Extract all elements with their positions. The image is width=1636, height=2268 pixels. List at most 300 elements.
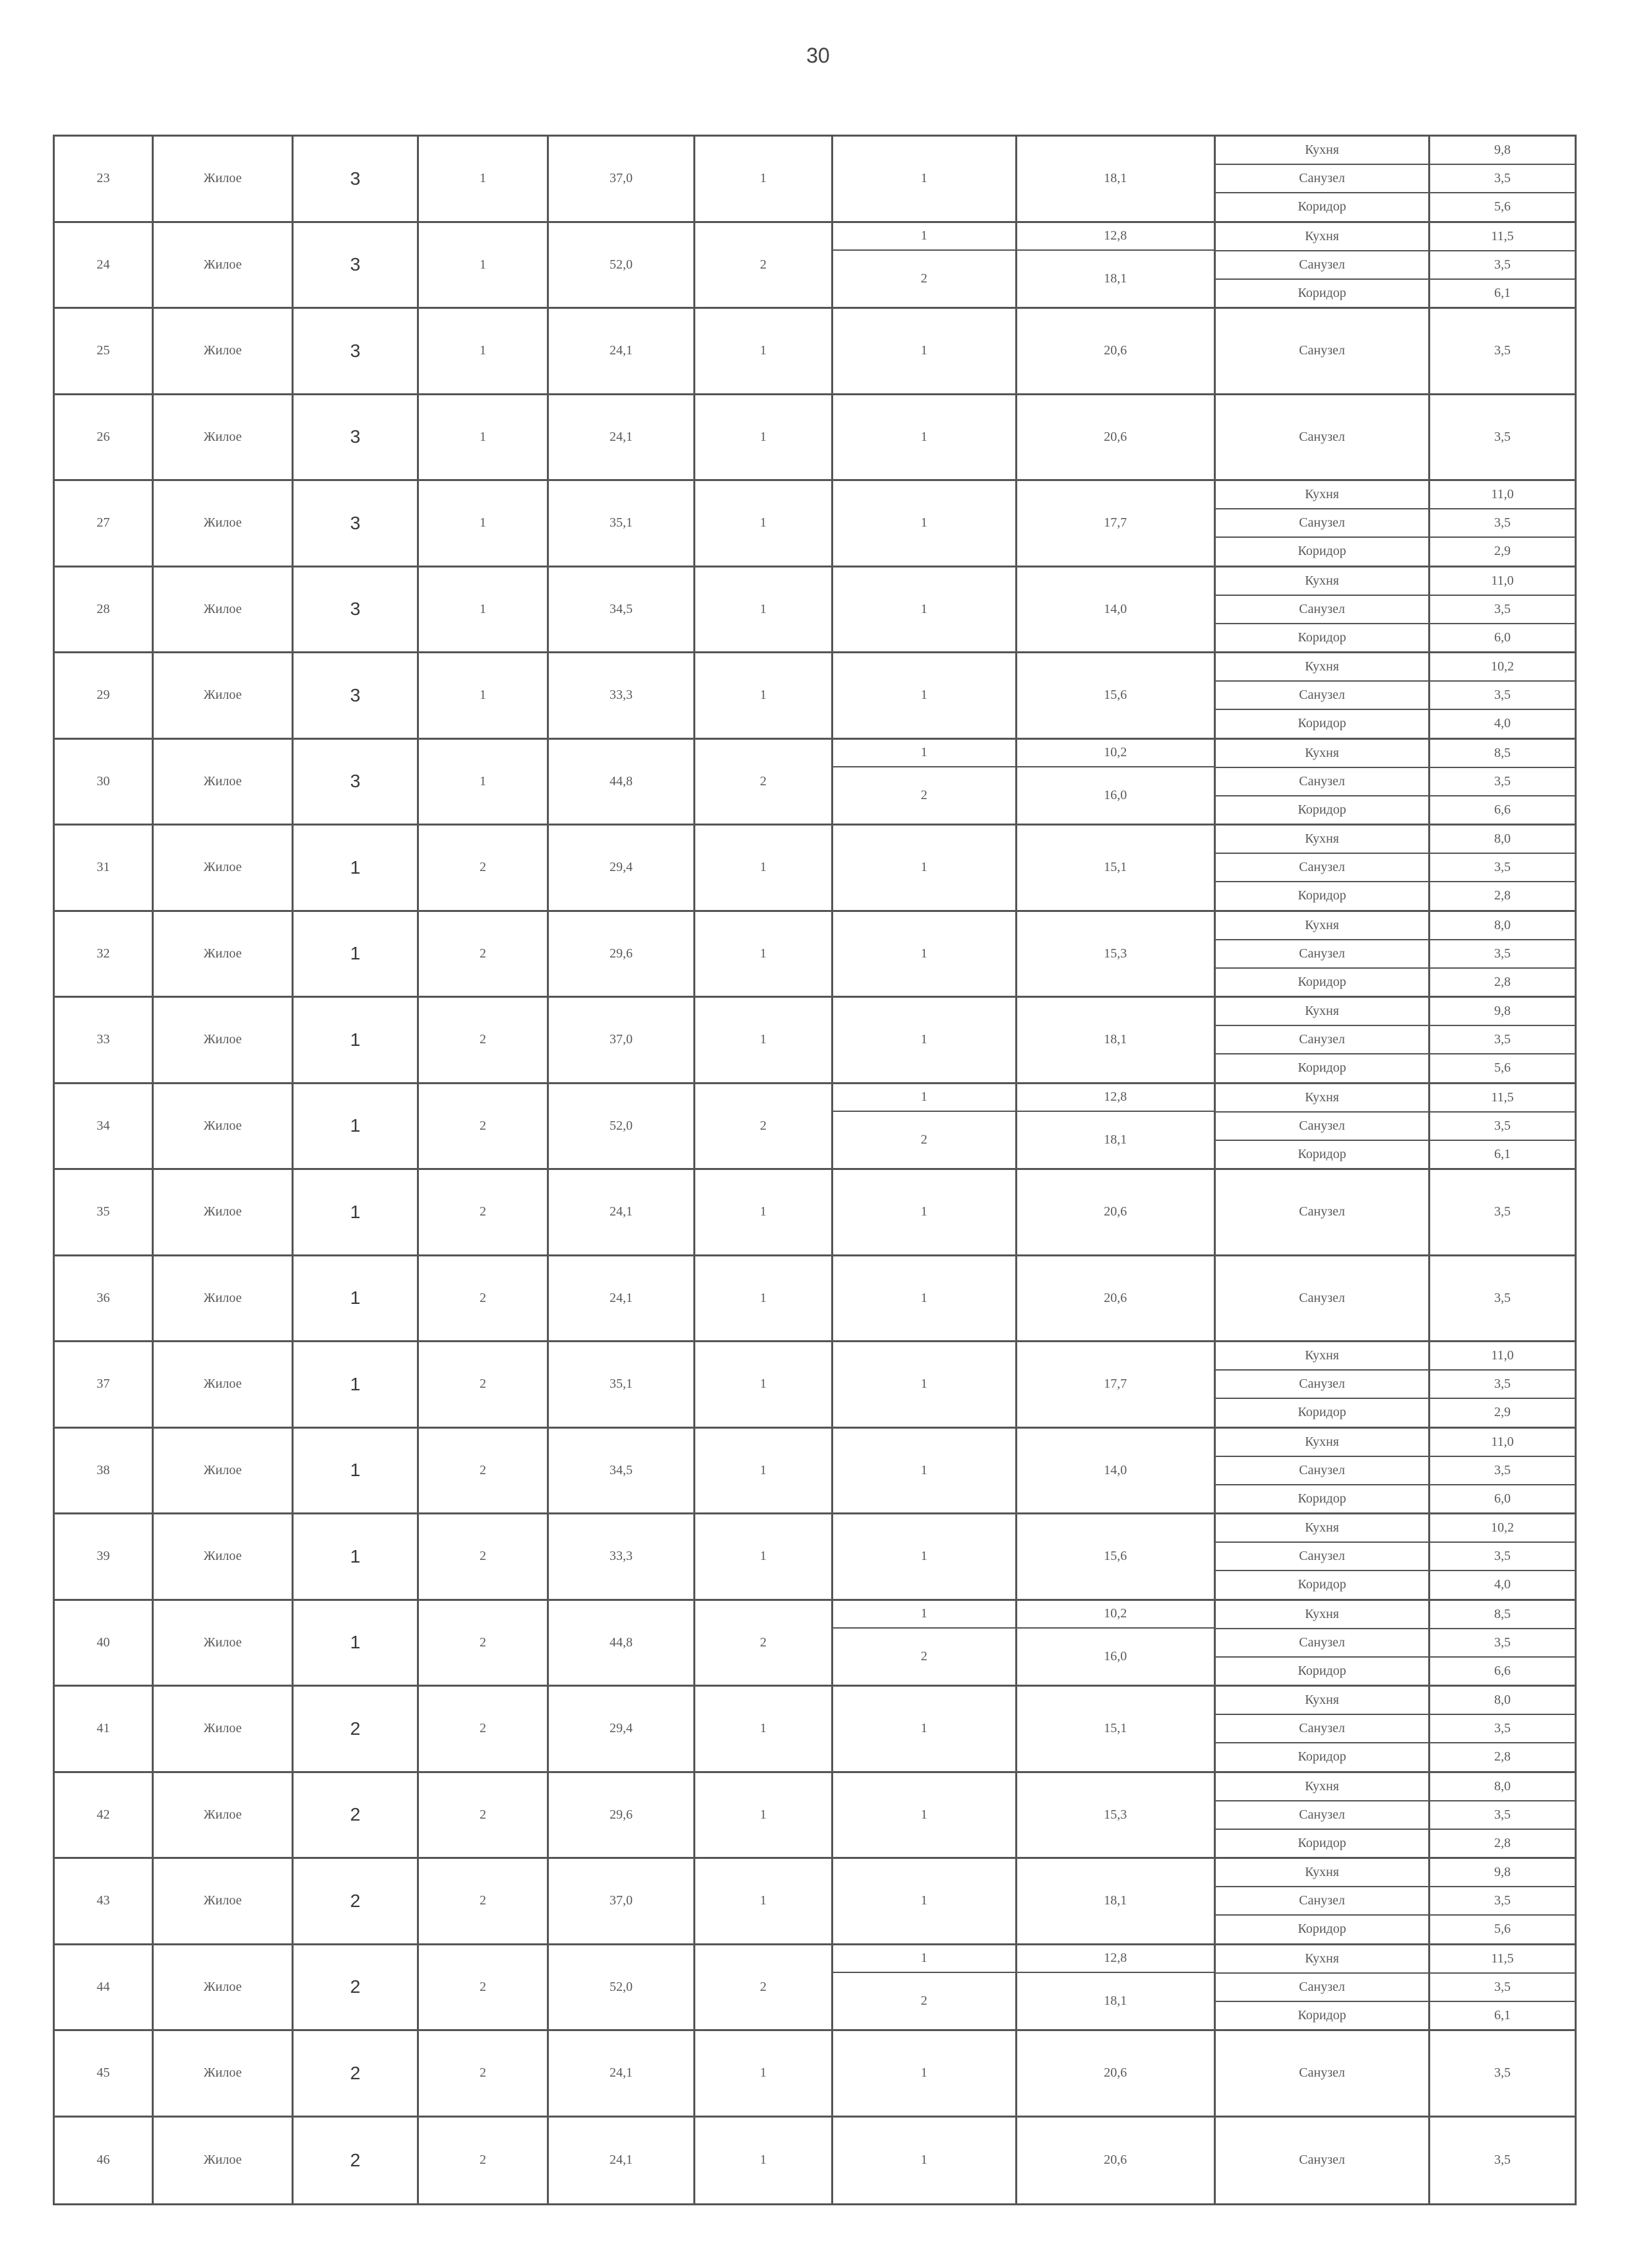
auxiliary-room-line bbox=[1216, 1054, 1575, 1082]
auxiliary-room-line bbox=[1216, 1457, 1575, 1485]
auxiliary-room-name: Санузел bbox=[1216, 854, 1430, 881]
living-room-line bbox=[833, 653, 1214, 738]
entrance-number: 2 bbox=[419, 1256, 549, 1341]
rooms-detail bbox=[833, 1256, 1575, 1341]
auxiliary-room-name: Коридор bbox=[1216, 1916, 1430, 1943]
auxiliary-room-area: 8,5 bbox=[1494, 745, 1511, 760]
room-count: 2 bbox=[695, 223, 833, 308]
living-rooms bbox=[833, 1687, 1216, 1771]
living-room-line bbox=[833, 395, 1214, 480]
apartment-type: Жилое bbox=[154, 1084, 294, 1169]
total-area: 24,1 bbox=[549, 1256, 695, 1341]
room-area: 15,6 bbox=[1104, 688, 1127, 703]
floor-number: 2 bbox=[294, 2118, 419, 2204]
apartment-number: 28 bbox=[55, 567, 154, 652]
room-number: 1 bbox=[833, 1859, 1017, 1943]
auxiliary-room-name: Санузел bbox=[1216, 395, 1430, 480]
auxiliary-room-line bbox=[1216, 1715, 1575, 1743]
auxiliary-room-name: Кухня bbox=[1216, 1859, 1430, 1886]
auxiliary-room-name: Кухня bbox=[1216, 998, 1430, 1025]
auxiliary-room-name: Санузел bbox=[1216, 1026, 1430, 1053]
apartment-type: Жилое bbox=[154, 912, 294, 996]
auxiliary-room-area: 3,5 bbox=[1494, 1979, 1511, 1994]
floor-number: 1 bbox=[294, 1429, 419, 1513]
living-rooms bbox=[833, 223, 1216, 308]
auxiliary-room-name: Кухня bbox=[1216, 1687, 1430, 1714]
auxiliary-room-area: 3,5 bbox=[1494, 429, 1511, 444]
apartment-number: 26 bbox=[55, 395, 154, 480]
auxiliary-room-area: 11,0 bbox=[1491, 487, 1514, 502]
auxiliary-room-line bbox=[1216, 2031, 1575, 2116]
room-area: 18,1 bbox=[1104, 1993, 1127, 2008]
apartment-type: Жилое bbox=[154, 1859, 294, 1943]
room-area: 20,6 bbox=[1104, 1204, 1127, 1219]
auxiliary-rooms bbox=[1216, 137, 1575, 221]
auxiliary-room-area: 8,0 bbox=[1494, 1778, 1511, 1794]
auxiliary-room-area: 3,5 bbox=[1494, 171, 1511, 186]
room-number: 1 bbox=[833, 826, 1017, 910]
living-room-line bbox=[833, 1170, 1214, 1254]
auxiliary-room-name: Санузел bbox=[1216, 1801, 1430, 1829]
auxiliary-rooms bbox=[1216, 1084, 1575, 1169]
room-area: 12,8 bbox=[1104, 1951, 1127, 1966]
total-area: 34,5 bbox=[549, 1429, 695, 1513]
auxiliary-room-area: 8,5 bbox=[1494, 1606, 1511, 1621]
table-row bbox=[55, 395, 1575, 482]
auxiliary-room-line bbox=[1216, 998, 1575, 1026]
room-area: 15,3 bbox=[1104, 946, 1127, 961]
table-row bbox=[55, 1256, 1575, 1343]
auxiliary-room-line bbox=[1216, 1974, 1575, 2002]
room-number: 2 bbox=[833, 1629, 1017, 1685]
auxiliary-room-line bbox=[1216, 509, 1575, 538]
living-rooms bbox=[833, 1859, 1216, 1943]
auxiliary-room-line bbox=[1216, 2002, 1575, 2029]
auxiliary-room-line bbox=[1216, 567, 1575, 596]
rooms-detail bbox=[833, 2118, 1575, 2204]
auxiliary-room-name: Санузел bbox=[1216, 1371, 1430, 1398]
floor-number: 1 bbox=[294, 826, 419, 910]
auxiliary-room-line bbox=[1216, 1256, 1575, 1341]
auxiliary-room-line bbox=[1216, 596, 1575, 624]
auxiliary-room-area: 3,5 bbox=[1494, 2065, 1511, 2081]
apartment-number: 37 bbox=[55, 1342, 154, 1427]
auxiliary-room-area: 11,5 bbox=[1491, 1951, 1514, 1966]
table-row bbox=[55, 1084, 1575, 1171]
floor-number: 1 bbox=[294, 1170, 419, 1254]
entrance-number: 1 bbox=[419, 653, 549, 738]
rooms-detail bbox=[833, 740, 1575, 824]
auxiliary-room-line bbox=[1216, 1485, 1575, 1512]
auxiliary-room-area: 3,5 bbox=[1494, 257, 1511, 272]
entrance-number: 2 bbox=[419, 998, 549, 1082]
living-room-line bbox=[833, 1629, 1214, 1685]
auxiliary-room-line bbox=[1216, 223, 1575, 251]
table-row bbox=[55, 1773, 1575, 1860]
total-area: 24,1 bbox=[549, 1170, 695, 1254]
living-rooms bbox=[833, 912, 1216, 996]
room-area: 18,1 bbox=[1104, 1893, 1127, 1908]
auxiliary-room-area: 11,0 bbox=[1491, 1348, 1514, 1363]
entrance-number: 1 bbox=[419, 740, 549, 824]
total-area: 29,6 bbox=[549, 1773, 695, 1858]
room-count: 1 bbox=[695, 395, 833, 480]
rooms-detail bbox=[833, 826, 1575, 910]
apartment-type: Жилое bbox=[154, 1945, 294, 2030]
room-area: 18,1 bbox=[1104, 171, 1127, 186]
room-number: 1 bbox=[833, 1429, 1017, 1513]
auxiliary-room-line bbox=[1216, 1629, 1575, 1658]
auxiliary-room-name: Кухня bbox=[1216, 481, 1430, 508]
rooms-detail bbox=[833, 1859, 1575, 1943]
auxiliary-room-area: 3,5 bbox=[1494, 343, 1511, 358]
auxiliary-room-line bbox=[1216, 969, 1575, 996]
auxiliary-room-line bbox=[1216, 1916, 1575, 1943]
auxiliary-room-area: 6,0 bbox=[1494, 1491, 1511, 1506]
auxiliary-room-line bbox=[1216, 796, 1575, 824]
entrance-number: 2 bbox=[419, 1687, 549, 1771]
apartment-type: Жилое bbox=[154, 1342, 294, 1427]
auxiliary-room-area: 3,5 bbox=[1494, 1549, 1511, 1564]
apartment-type: Жилое bbox=[154, 567, 294, 652]
room-count: 1 bbox=[695, 1859, 833, 1943]
total-area: 33,3 bbox=[549, 653, 695, 738]
living-rooms bbox=[833, 1773, 1216, 1858]
apartment-number: 39 bbox=[55, 1514, 154, 1599]
room-area: 20,6 bbox=[1104, 1290, 1127, 1305]
room-area: 17,7 bbox=[1104, 1377, 1127, 1392]
entrance-number: 2 bbox=[419, 1859, 549, 1943]
total-area: 29,4 bbox=[549, 826, 695, 910]
room-number: 1 bbox=[833, 912, 1017, 996]
room-number: 1 bbox=[833, 1084, 1017, 1111]
auxiliary-room-area: 8,0 bbox=[1494, 831, 1511, 847]
room-count: 1 bbox=[695, 826, 833, 910]
auxiliary-room-name: Кухня bbox=[1216, 1601, 1430, 1628]
apartment-type: Жилое bbox=[154, 1601, 294, 1685]
entrance-number: 2 bbox=[419, 1514, 549, 1599]
living-room-line bbox=[833, 1256, 1214, 1341]
auxiliary-room-name: Кухня bbox=[1216, 137, 1430, 164]
auxiliary-room-area: 5,6 bbox=[1494, 199, 1511, 214]
auxiliary-rooms bbox=[1216, 1859, 1575, 1943]
auxiliary-room-line bbox=[1216, 1743, 1575, 1770]
auxiliary-room-name: Санузел bbox=[1216, 2031, 1430, 2116]
rooms-detail bbox=[833, 1687, 1575, 1771]
auxiliary-room-area: 6,1 bbox=[1494, 1146, 1511, 1161]
auxiliary-room-line bbox=[1216, 1514, 1575, 1543]
room-number: 2 bbox=[833, 251, 1017, 307]
apartment-type: Жилое bbox=[154, 309, 294, 393]
auxiliary-room-line bbox=[1216, 1342, 1575, 1371]
apartment-type: Жилое bbox=[154, 481, 294, 566]
auxiliary-room-name: Санузел bbox=[1216, 1543, 1430, 1570]
auxiliary-room-line bbox=[1216, 624, 1575, 651]
living-rooms bbox=[833, 826, 1216, 910]
rooms-detail bbox=[833, 1945, 1575, 2030]
room-number: 1 bbox=[833, 998, 1017, 1082]
living-rooms bbox=[833, 1084, 1216, 1169]
table-row bbox=[55, 826, 1575, 912]
auxiliary-room-name: Санузел bbox=[1216, 1715, 1430, 1742]
auxiliary-room-line bbox=[1216, 1543, 1575, 1571]
apartment-number: 41 bbox=[55, 1687, 154, 1771]
total-area: 29,6 bbox=[549, 912, 695, 996]
living-rooms bbox=[833, 1342, 1216, 1427]
living-room-line bbox=[833, 1514, 1214, 1599]
room-area: 16,0 bbox=[1104, 787, 1127, 802]
auxiliary-room-name: Кухня bbox=[1216, 1429, 1430, 1456]
room-area: 14,0 bbox=[1104, 1462, 1127, 1477]
auxiliary-room-name: Коридор bbox=[1216, 969, 1430, 996]
auxiliary-room-area: 3,5 bbox=[1494, 946, 1511, 961]
apartment-number: 40 bbox=[55, 1601, 154, 1685]
floor-number: 1 bbox=[294, 1601, 419, 1685]
floor-number: 1 bbox=[294, 1084, 419, 1169]
living-room-line bbox=[833, 826, 1214, 910]
auxiliary-rooms bbox=[1216, 740, 1575, 824]
room-area: 12,8 bbox=[1104, 228, 1127, 243]
room-count: 1 bbox=[695, 998, 833, 1082]
living-room-line bbox=[833, 767, 1214, 824]
room-area: 17,7 bbox=[1104, 515, 1127, 531]
room-count: 1 bbox=[695, 309, 833, 393]
room-area: 18,1 bbox=[1104, 271, 1127, 286]
room-number: 1 bbox=[833, 567, 1017, 652]
auxiliary-room-area: 3,5 bbox=[1494, 1807, 1511, 1822]
room-number: 1 bbox=[833, 395, 1017, 480]
auxiliary-room-line bbox=[1216, 882, 1575, 909]
auxiliary-room-line bbox=[1216, 940, 1575, 969]
living-rooms bbox=[833, 481, 1216, 566]
room-count: 1 bbox=[695, 2118, 833, 2204]
auxiliary-room-name: Кухня bbox=[1216, 653, 1430, 680]
table-row bbox=[55, 740, 1575, 826]
auxiliary-room-line bbox=[1216, 1801, 1575, 1830]
floor-number: 2 bbox=[294, 1773, 419, 1858]
auxiliary-room-area: 6,1 bbox=[1494, 285, 1511, 300]
living-room-line bbox=[833, 1687, 1214, 1771]
floor-number: 3 bbox=[294, 481, 419, 566]
apartment-type: Жилое bbox=[154, 1429, 294, 1513]
living-room-line bbox=[833, 1973, 1214, 2029]
living-room-line bbox=[833, 567, 1214, 652]
room-count: 1 bbox=[695, 1429, 833, 1513]
living-rooms bbox=[833, 137, 1216, 221]
apartment-type: Жилое bbox=[154, 2118, 294, 2204]
auxiliary-room-line bbox=[1216, 854, 1575, 882]
auxiliary-rooms bbox=[1216, 2118, 1575, 2204]
auxiliary-room-line bbox=[1216, 309, 1575, 393]
living-room-line bbox=[833, 223, 1214, 251]
floor-number: 2 bbox=[294, 1687, 419, 1771]
auxiliary-room-name: Санузел bbox=[1216, 251, 1430, 278]
rooms-detail bbox=[833, 653, 1575, 738]
total-area: 24,1 bbox=[549, 2118, 695, 2204]
apartment-type: Жилое bbox=[154, 223, 294, 308]
room-count: 1 bbox=[695, 567, 833, 652]
auxiliary-room-line bbox=[1216, 280, 1575, 307]
auxiliary-room-line bbox=[1216, 653, 1575, 682]
apartment-type: Жилое bbox=[154, 137, 294, 221]
living-rooms bbox=[833, 2118, 1216, 2204]
auxiliary-room-area: 6,6 bbox=[1494, 802, 1511, 817]
room-number: 1 bbox=[833, 1945, 1017, 1972]
living-room-line bbox=[833, 481, 1214, 566]
entrance-number: 2 bbox=[419, 1945, 549, 2030]
living-rooms bbox=[833, 1601, 1216, 1685]
living-room-line bbox=[833, 1859, 1214, 1943]
room-area: 15,6 bbox=[1104, 1549, 1127, 1564]
room-number: 1 bbox=[833, 309, 1017, 393]
auxiliary-rooms bbox=[1216, 1773, 1575, 1858]
apartment-number: 27 bbox=[55, 481, 154, 566]
auxiliary-room-name: Коридор bbox=[1216, 1830, 1430, 1857]
auxiliary-room-name: Санузел bbox=[1216, 1974, 1430, 2001]
auxiliary-room-area: 5,6 bbox=[1494, 1922, 1511, 1937]
apartment-type: Жилое bbox=[154, 826, 294, 910]
entrance-number: 2 bbox=[419, 826, 549, 910]
auxiliary-room-area: 10,2 bbox=[1491, 1520, 1514, 1536]
entrance-number: 2 bbox=[419, 2118, 549, 2204]
auxiliary-room-name: Кухня bbox=[1216, 1773, 1430, 1800]
auxiliary-room-name: Кухня bbox=[1216, 223, 1430, 250]
auxiliary-room-name: Коридор bbox=[1216, 1054, 1430, 1082]
table-row bbox=[55, 2031, 1575, 2118]
auxiliary-room-line bbox=[1216, 1571, 1575, 1598]
room-count: 1 bbox=[695, 1342, 833, 1427]
room-area: 15,1 bbox=[1104, 860, 1127, 875]
floor-number: 2 bbox=[294, 1859, 419, 1943]
auxiliary-room-area: 3,5 bbox=[1494, 1635, 1511, 1650]
living-room-line bbox=[833, 998, 1214, 1082]
auxiliary-room-line bbox=[1216, 1371, 1575, 1399]
room-area: 18,1 bbox=[1104, 1132, 1127, 1147]
living-rooms bbox=[833, 2031, 1216, 2116]
auxiliary-room-area: 8,0 bbox=[1494, 1693, 1511, 1708]
entrance-number: 2 bbox=[419, 912, 549, 996]
auxiliary-rooms bbox=[1216, 309, 1575, 393]
entrance-number: 1 bbox=[419, 309, 549, 393]
table-row bbox=[55, 2118, 1575, 2204]
auxiliary-room-name: Санузел bbox=[1216, 1457, 1430, 1484]
auxiliary-rooms bbox=[1216, 653, 1575, 738]
room-area: 15,3 bbox=[1104, 1807, 1127, 1822]
auxiliary-room-area: 3,5 bbox=[1494, 2153, 1511, 2168]
auxiliary-room-name: Коридор bbox=[1216, 538, 1430, 565]
auxiliary-room-line bbox=[1216, 1429, 1575, 1457]
auxiliary-room-line bbox=[1216, 710, 1575, 737]
auxiliary-rooms bbox=[1216, 223, 1575, 308]
floor-number: 1 bbox=[294, 1514, 419, 1599]
table-row bbox=[55, 912, 1575, 998]
auxiliary-room-name: Коридор bbox=[1216, 1571, 1430, 1598]
living-room-line bbox=[833, 2031, 1214, 2116]
living-room-line bbox=[833, 740, 1214, 767]
room-area: 20,6 bbox=[1104, 2153, 1127, 2168]
total-area: 34,5 bbox=[549, 567, 695, 652]
floor-number: 3 bbox=[294, 309, 419, 393]
auxiliary-room-area: 3,5 bbox=[1494, 1118, 1511, 1133]
auxiliary-room-name: Кухня bbox=[1216, 1514, 1430, 1541]
room-number: 1 bbox=[833, 481, 1017, 566]
auxiliary-rooms bbox=[1216, 1429, 1575, 1513]
auxiliary-room-area: 9,8 bbox=[1494, 1865, 1511, 1880]
auxiliary-room-area: 2,8 bbox=[1494, 974, 1511, 989]
auxiliary-room-area: 2,8 bbox=[1494, 1835, 1511, 1850]
room-number: 1 bbox=[833, 740, 1017, 766]
room-number: 1 bbox=[833, 1342, 1017, 1427]
apartment-number: 32 bbox=[55, 912, 154, 996]
auxiliary-room-name: Кухня bbox=[1216, 1945, 1430, 1972]
auxiliary-room-line bbox=[1216, 1084, 1575, 1113]
auxiliary-room-area: 2,9 bbox=[1494, 544, 1511, 559]
auxiliary-room-name: Санузел bbox=[1216, 2118, 1430, 2204]
room-count: 2 bbox=[695, 1601, 833, 1685]
auxiliary-room-area: 8,0 bbox=[1494, 917, 1511, 932]
apartment-number: 30 bbox=[55, 740, 154, 824]
auxiliary-rooms bbox=[1216, 481, 1575, 566]
auxiliary-room-line bbox=[1216, 137, 1575, 165]
rooms-detail bbox=[833, 1084, 1575, 1169]
floor-number: 3 bbox=[294, 137, 419, 221]
room-count: 2 bbox=[695, 740, 833, 824]
auxiliary-room-line bbox=[1216, 1658, 1575, 1685]
living-rooms bbox=[833, 1945, 1216, 2030]
auxiliary-room-name: Коридор bbox=[1216, 193, 1430, 220]
room-number: 1 bbox=[833, 1170, 1017, 1254]
total-area: 35,1 bbox=[549, 1342, 695, 1427]
rooms-detail bbox=[833, 912, 1575, 996]
total-area: 44,8 bbox=[549, 1601, 695, 1685]
auxiliary-room-area: 3,5 bbox=[1494, 515, 1511, 531]
room-number: 1 bbox=[833, 1514, 1017, 1599]
room-number: 1 bbox=[833, 653, 1017, 738]
auxiliary-room-line bbox=[1216, 1170, 1575, 1254]
auxiliary-room-name: Санузел bbox=[1216, 1629, 1430, 1656]
apartment-type: Жилое bbox=[154, 998, 294, 1082]
auxiliary-room-area: 9,8 bbox=[1494, 143, 1511, 158]
auxiliary-rooms bbox=[1216, 2031, 1575, 2116]
auxiliary-rooms bbox=[1216, 1601, 1575, 1685]
auxiliary-room-line bbox=[1216, 1773, 1575, 1801]
floor-number: 3 bbox=[294, 395, 419, 480]
living-rooms bbox=[833, 395, 1216, 480]
auxiliary-room-area: 6,6 bbox=[1494, 1663, 1511, 1678]
page-number: 30 bbox=[806, 44, 830, 67]
living-room-line bbox=[833, 1342, 1214, 1427]
auxiliary-room-name: Коридор bbox=[1216, 2002, 1430, 2029]
auxiliary-room-area: 3,5 bbox=[1494, 1204, 1511, 1219]
total-area: 24,1 bbox=[549, 2031, 695, 2116]
table-row bbox=[55, 1514, 1575, 1601]
auxiliary-room-name: Санузел bbox=[1216, 1113, 1430, 1140]
auxiliary-room-name: Санузел bbox=[1216, 768, 1430, 795]
living-rooms bbox=[833, 1256, 1216, 1341]
room-count: 1 bbox=[695, 1170, 833, 1254]
auxiliary-room-name: Кухня bbox=[1216, 567, 1430, 595]
apartment-number: 36 bbox=[55, 1256, 154, 1341]
apartment-type: Жилое bbox=[154, 1687, 294, 1771]
auxiliary-room-line bbox=[1216, 1830, 1575, 1857]
auxiliary-room-area: 3,5 bbox=[1494, 773, 1511, 789]
apartment-number: 38 bbox=[55, 1429, 154, 1513]
total-area: 52,0 bbox=[549, 1084, 695, 1169]
apartment-number: 46 bbox=[55, 2118, 154, 2204]
living-room-line bbox=[833, 2118, 1214, 2204]
auxiliary-room-name: Коридор bbox=[1216, 1658, 1430, 1685]
room-count: 2 bbox=[695, 1945, 833, 2030]
